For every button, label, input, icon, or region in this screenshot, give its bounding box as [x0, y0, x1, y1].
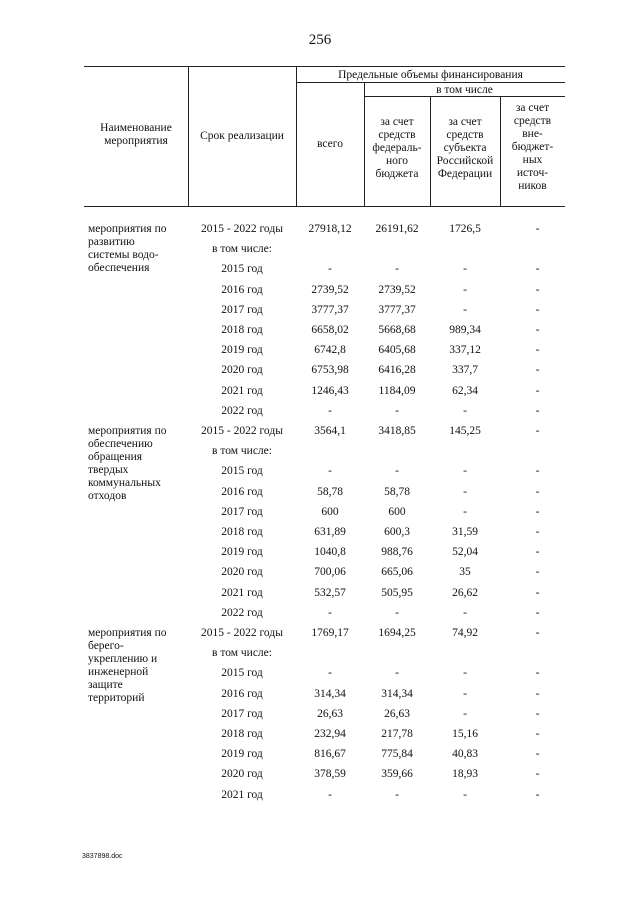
cell-regional: 31,59	[452, 526, 478, 538]
header-col-name: Наименование мероприятия	[100, 122, 172, 147]
cell-federal: 6405,68	[378, 344, 416, 357]
cell-period: 2017 год	[221, 707, 263, 720]
cell-regional: 40,83	[452, 748, 478, 761]
cell-extra: -	[535, 728, 540, 740]
cell-federal: 2739,52	[378, 283, 416, 296]
cell-extra: -	[535, 505, 540, 518]
cell-federal: -	[395, 263, 399, 276]
cell-total: 6658,02	[311, 324, 349, 336]
cell-period: 2021 год	[221, 788, 263, 801]
cell-extra: -	[535, 566, 540, 579]
cell-total: 1769,17	[311, 627, 349, 639]
cell-regional: -	[463, 667, 467, 680]
cell-regional: 337,12	[449, 344, 481, 357]
cell-regional: 35	[459, 566, 471, 579]
cell-total: 232,94	[314, 728, 346, 740]
header-financing-title: Предельные объемы финансирования	[338, 69, 523, 81]
cell-regional: 15,16	[452, 728, 478, 740]
cell-period: 2015 год	[221, 667, 263, 680]
cell-period: в том числе:	[212, 243, 272, 256]
cell-total: -	[328, 667, 332, 680]
cell-extra: -	[535, 526, 540, 538]
cell-regional: -	[463, 788, 467, 801]
header-bottom-rule	[84, 206, 565, 207]
cell-total: 631,89	[314, 526, 346, 538]
cell-extra: -	[535, 687, 540, 700]
header-top-rule	[84, 66, 565, 67]
cell-period: 2020 год	[221, 768, 263, 781]
cell-period: 2015 - 2022 годы	[201, 425, 283, 437]
cell-federal: 26191,62	[375, 223, 419, 235]
cell-federal: 988,76	[381, 546, 413, 559]
cell-period: 2017 год	[221, 303, 263, 316]
cell-period: 2017 год	[221, 505, 263, 518]
cell-regional: -	[463, 687, 467, 700]
cell-period: 2018 год	[221, 526, 263, 538]
cell-period: 2015 год	[221, 263, 263, 276]
cell-period: 2018 год	[221, 728, 263, 740]
cell-regional: 989,34	[449, 324, 481, 336]
cell-period: 2021 год	[221, 586, 263, 599]
cell-extra: -	[535, 404, 540, 417]
header-col-regional: за счет средств субъекта Российской Федерации	[436, 116, 494, 180]
cell-regional: 52,04	[452, 546, 478, 559]
cell-federal: 3777,37	[378, 303, 416, 316]
footer-filename: 3837898.doc	[82, 853, 123, 860]
cell-period: 2022 год	[221, 606, 263, 619]
cell-total: 26,63	[317, 707, 343, 720]
cell-period: 2020 год	[221, 364, 263, 377]
cell-period: 2016 год	[221, 687, 263, 700]
cell-total: 314,34	[314, 687, 346, 700]
cell-federal: -	[395, 465, 399, 478]
cell-federal: 3418,85	[378, 425, 416, 437]
cell-regional: -	[463, 707, 467, 720]
cell-federal: -	[395, 667, 399, 680]
cell-extra: -	[535, 344, 540, 357]
cell-total: 532,57	[314, 586, 346, 599]
cell-period: 2016 год	[221, 283, 263, 296]
cell-extra: -	[535, 223, 540, 235]
cell-extra: -	[535, 364, 540, 377]
cell-federal: 600	[388, 505, 406, 518]
cell-extra: -	[535, 384, 540, 397]
cell-regional: -	[463, 404, 467, 417]
cell-regional: -	[463, 303, 467, 316]
cell-federal: 1694,25	[378, 627, 416, 639]
cell-extra: -	[535, 606, 540, 619]
cell-total: 2739,52	[311, 283, 349, 296]
header-including: в том числе	[436, 84, 493, 96]
cell-regional: -	[463, 263, 467, 276]
cell-total: -	[328, 606, 332, 619]
cell-total: 378,59	[314, 768, 346, 781]
cell-total: 6742,8	[314, 344, 346, 357]
cell-total: 3777,37	[311, 303, 349, 316]
page-number: 256	[308, 32, 332, 48]
header-col-extra: за счет средств вне- бюджет- ных источ- ников	[511, 102, 554, 192]
cell-federal: 505,95	[381, 586, 413, 599]
cell-total: -	[328, 788, 332, 801]
cell-period: 2019 год	[221, 748, 263, 761]
financing-rule	[296, 82, 565, 83]
cell-period: 2020 год	[221, 566, 263, 579]
cell-period: 2015 год	[221, 465, 263, 478]
cell-extra: -	[535, 425, 540, 437]
cell-total: 700,06	[314, 566, 346, 579]
group-name: мероприятия по развитию системы водо- обеспечения	[88, 223, 167, 274]
cell-extra: -	[535, 768, 540, 781]
cell-federal: 314,34	[381, 687, 413, 700]
cell-period: 2019 год	[221, 344, 263, 357]
cell-period: 2015 - 2022 годы	[201, 627, 283, 639]
cell-total: 816,67	[314, 748, 346, 761]
cell-regional: 337,7	[452, 364, 478, 377]
cell-federal: 775,84	[381, 748, 413, 761]
cell-extra: -	[535, 627, 540, 639]
cell-regional: 18,93	[452, 768, 478, 781]
cell-extra: -	[535, 748, 540, 761]
header-col-period: Срок реализации	[200, 130, 284, 142]
header-vline-2	[296, 66, 297, 206]
cell-federal: -	[395, 606, 399, 619]
cell-period: 2016 год	[221, 485, 263, 498]
cell-extra: -	[535, 667, 540, 680]
cell-regional: -	[463, 606, 467, 619]
group-name: мероприятия по берего- укреплению и инженерной защите территорий	[88, 627, 167, 704]
cell-extra: -	[535, 465, 540, 478]
cell-total: 1040,8	[314, 546, 346, 559]
cell-extra: -	[535, 546, 540, 559]
cell-period: 2018 год	[221, 324, 263, 336]
cell-total: -	[328, 465, 332, 478]
cell-regional: 62,34	[452, 384, 478, 397]
cell-total: 1246,43	[311, 384, 349, 397]
cell-extra: -	[535, 283, 540, 296]
cell-regional: 1726,5	[449, 223, 481, 235]
cell-federal: -	[395, 788, 399, 801]
cell-regional: -	[463, 505, 467, 518]
cell-total: -	[328, 263, 332, 276]
cell-regional: -	[463, 465, 467, 478]
cell-period: 2019 год	[221, 546, 263, 559]
cell-extra: -	[535, 303, 540, 316]
cell-federal: 217,78	[381, 728, 413, 740]
cell-extra: -	[535, 586, 540, 599]
cell-regional: 74,92	[452, 627, 478, 639]
cell-extra: -	[535, 324, 540, 336]
cell-total: 27918,12	[308, 223, 352, 235]
cell-regional: 26,62	[452, 586, 478, 599]
cell-extra: -	[535, 263, 540, 276]
cell-extra: -	[535, 788, 540, 801]
cell-total: 3564,1	[314, 425, 346, 437]
cell-federal: 600,3	[384, 526, 410, 538]
cell-period: 2021 год	[221, 384, 263, 397]
cell-total: 58,78	[317, 485, 343, 498]
cell-federal: 359,66	[381, 768, 413, 781]
cell-federal: 6416,28	[378, 364, 416, 377]
cell-period: в том числе:	[212, 647, 272, 660]
cell-federal: 5668,68	[378, 324, 416, 336]
cell-federal: 58,78	[384, 485, 410, 498]
cell-total: 6753,98	[311, 364, 349, 377]
cell-period: в том числе:	[212, 445, 272, 458]
cell-federal: 26,63	[384, 707, 410, 720]
cell-federal: 1184,09	[378, 384, 416, 397]
cell-total: 600	[321, 505, 339, 518]
cell-period: 2015 - 2022 годы	[201, 223, 283, 235]
cell-extra: -	[535, 485, 540, 498]
cell-federal: 665,06	[381, 566, 413, 579]
cell-period: 2022 год	[221, 404, 263, 417]
group-name: мероприятия по обеспечению обращения твердых коммунальных отходов	[88, 425, 167, 502]
header-col-federal: за счет средств федераль- ного бюджета	[372, 116, 422, 180]
cell-total: -	[328, 404, 332, 417]
header-col-total: всего	[317, 138, 343, 150]
cell-regional: -	[463, 283, 467, 296]
cell-regional: -	[463, 485, 467, 498]
cell-extra: -	[535, 707, 540, 720]
cell-regional: 145,25	[449, 425, 481, 437]
cell-federal: -	[395, 404, 399, 417]
